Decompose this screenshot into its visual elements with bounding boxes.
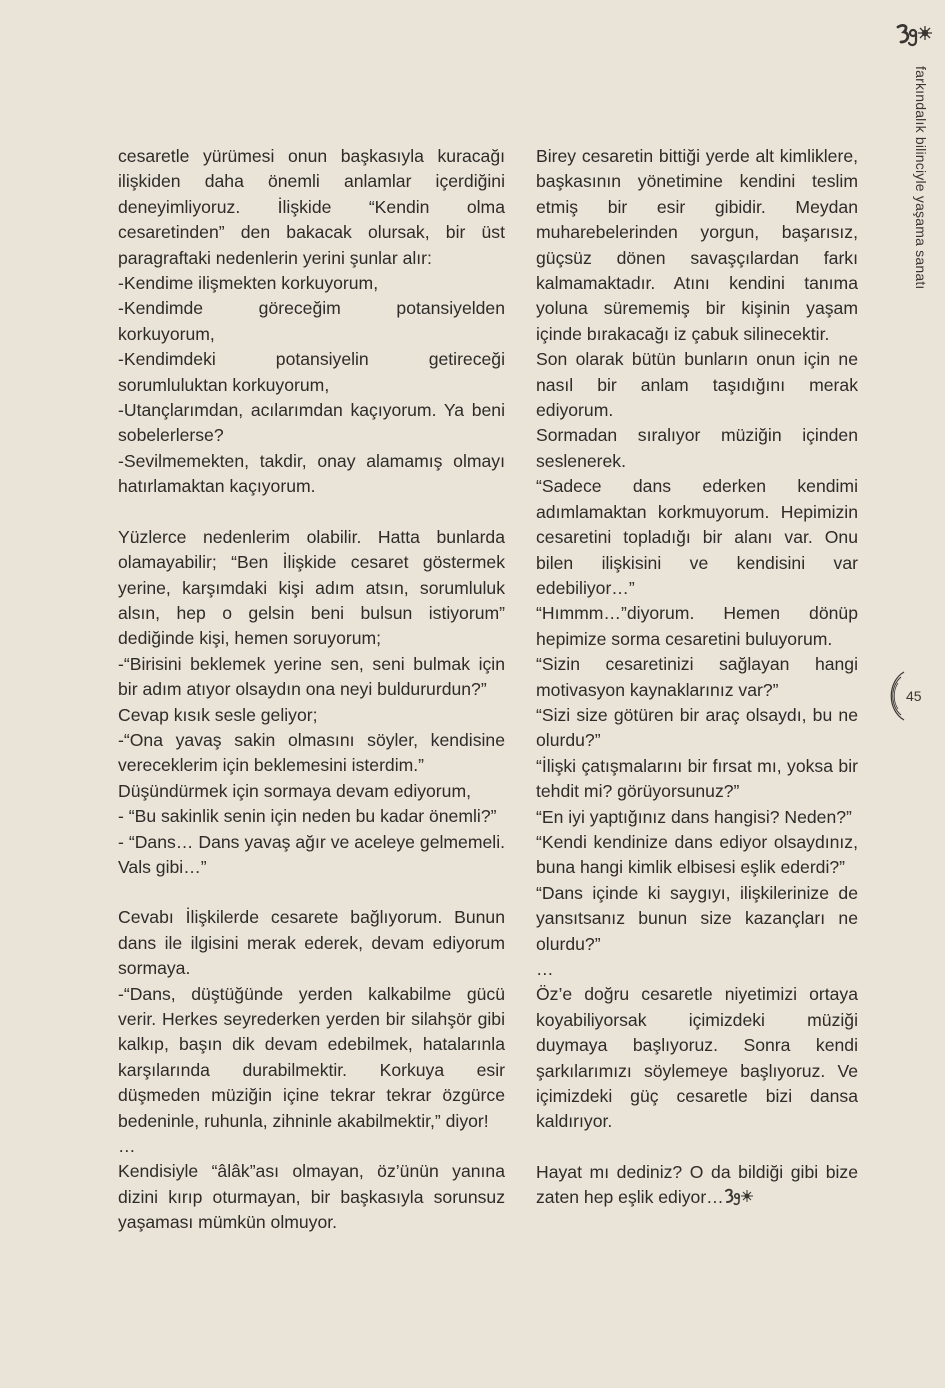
paragraph-text: Öz’e doğru cesaretle niyetimizi ortaya koyabiliyorsak içimizdeki müziği duymaya başlıyoruz. Sonra kendi şarkılarımızı söylemeye başlıyoruz. Ve içimizdeki güç cesaretle bizi dansa kaldırıyor. bbox=[536, 984, 858, 1132]
paragraph bbox=[118, 525, 505, 652]
paragraph bbox=[118, 779, 505, 804]
paragraph-text: “İlişki çatışmalarını bir fırsat mı, yoksa bir tehdit mi? görüyorsunuz?” bbox=[536, 755, 858, 802]
paragraph-text: “Hımmm…”diyorum. Hemen dönüp hepimize sorma cesaretini buluyorum. bbox=[536, 603, 858, 649]
paragraph bbox=[118, 1134, 505, 1159]
paragraph-text: -“Birisini beklemek yerine sen, seni bulmak için bir adım atıyor olsaydın ona neyi buldururdun?” bbox=[118, 653, 505, 700]
paragraph bbox=[536, 982, 858, 1134]
sidebar-tagline: farkındalık bilinciyle yaşama sanatı bbox=[913, 66, 929, 290]
paragraph bbox=[118, 905, 505, 981]
paragraph bbox=[118, 144, 505, 271]
paragraph-text: cesaretle yürümesi onun başkasıyla kuracağı ilişkiden daha önemli anlamlar içerdiğini deneyimliyoruz. İlişkide “Kendin olma cesaretinden” den bakacak olursak, bir üst paragraftaki nedenlerin yerini şunlar alır: bbox=[118, 146, 505, 268]
end-mark-icon bbox=[724, 1188, 754, 1206]
paragraph bbox=[536, 347, 858, 423]
paragraph bbox=[118, 271, 505, 296]
paragraph-text: “Sizin cesaretinizi sağlayan hangi motivasyon kaynaklarınız var?” bbox=[536, 654, 858, 700]
paragraph-gap bbox=[536, 1135, 858, 1160]
paragraph-text: Hayat mı dediniz? O da bildiği gibi bize zaten hep eşlik ediyor… bbox=[536, 1161, 858, 1208]
paragraph-gap bbox=[118, 880, 505, 905]
paragraph bbox=[118, 652, 505, 703]
paragraph-text: Yüzlerce nedenlerim olabilir. Hatta bunlarda olamayabilir; “Ben İlişkide cesaret göstermek yerine, karşımdaki kişi adım atsın, sorumluluk alsın, hep o gelsin beni bulsun istiyorum” dediğinde kişi, hemen soruyorum; bbox=[118, 526, 505, 649]
paragraph-text: -Kendimde göreceğim potansiyelden korkuyorum, bbox=[118, 298, 505, 344]
paragraph-text: “Sizi size götüren bir araç olsaydı, bu ne olurdu?” bbox=[536, 704, 858, 751]
paragraph bbox=[536, 754, 858, 805]
paragraph bbox=[118, 830, 505, 881]
paragraph-text: -Sevilmemekten, takdir, onay alamamış olmayı hatırlamaktan kaçıyorum. bbox=[118, 450, 505, 497]
paragraph bbox=[118, 982, 505, 1134]
paragraph bbox=[536, 1160, 858, 1211]
paragraph-text: - “Dans… Dans yavaş ağır ve aceleye gelmemeli. Vals gibi…” bbox=[118, 831, 505, 877]
paragraph-text: “Kendi kendinize dans ediyor olsaydınız, buna hangi kimlik elbisesi eşlik ederdi?” bbox=[536, 831, 858, 878]
paragraph-text: -Utançlarımdan, acılarımdan kaçıyorum. Ya beni sobelerlerse? bbox=[118, 400, 505, 446]
paragraph-text: … bbox=[118, 1136, 136, 1157]
paragraph-text: -“Ona yavaş sakin olmasını söyler, kendisine vereceklerim için beklemesini isterdim.” bbox=[118, 729, 505, 776]
paragraph bbox=[536, 601, 858, 652]
paragraph-text: -“Dans, düştüğünde yerden kalkabilme gücü verir. Herkes seyrederken yerden bir silahşör gibi kalkıp, başın dik devam edebilmek, hatalarınla karşılarında durabilmektir. Korkuya esir düşmeden müziğin içine tekrar tekrar özgürce bedeninle, ruhunla, zihninle akabilmektir,” diyor! bbox=[118, 983, 505, 1131]
paragraph-text: Son olarak bütün bunların onun için ne nasıl bir anlam taşıdığını merak ediyorum. bbox=[536, 349, 858, 421]
paragraph bbox=[536, 881, 858, 957]
page-number: 45 bbox=[906, 688, 922, 704]
brand-logo-icon bbox=[895, 22, 933, 50]
paragraph bbox=[118, 296, 505, 347]
paragraph bbox=[118, 728, 505, 779]
paragraph-text: Kendisiyle “âlâk”ası olmayan, öz’ünün yanına dizini kırıp oturmayan, bir başkasıyla sorunsuz yaşaması mümkün olmuyor. bbox=[118, 1161, 505, 1233]
paragraph bbox=[118, 398, 505, 449]
paragraph bbox=[118, 347, 505, 398]
right-column bbox=[536, 144, 858, 1211]
paragraph-text: “Sadece dans ederken kendimi adımlamaktan korkmuyorum. Hepimizin cesaretini topladığı bir alanı var. Onu bilen ilişkisini ve kendisini var edebiliyor…” bbox=[536, 476, 858, 598]
paragraph bbox=[118, 804, 505, 829]
paragraph bbox=[118, 703, 505, 728]
paragraph bbox=[536, 652, 858, 703]
paragraph bbox=[118, 1159, 505, 1235]
left-column bbox=[118, 144, 505, 1236]
paragraph bbox=[536, 423, 858, 474]
paragraph bbox=[536, 957, 858, 982]
paragraph-text: Sormadan sıralıyor müziğin içinden seslenerek. bbox=[536, 425, 858, 471]
paragraph-gap bbox=[118, 500, 505, 525]
paragraph-text: … bbox=[536, 959, 554, 979]
paragraph-text: Düşündürmek için sormaya devam ediyorum, bbox=[118, 780, 471, 801]
paragraph-text: Cevap kısık sesle geliyor; bbox=[118, 704, 318, 725]
paragraph-text: - “Bu sakinlik senin için neden bu kadar önemli?” bbox=[118, 806, 497, 827]
paragraph bbox=[536, 703, 858, 754]
paragraph bbox=[536, 474, 858, 601]
paragraph-text: “En iyi yaptığınız dans hangisi? Neden?” bbox=[536, 806, 852, 827]
paragraph-text: -Kendimdeki potansiyelin getireceği sorumluluktan korkuyorum, bbox=[118, 349, 505, 395]
paragraph bbox=[536, 805, 858, 830]
paragraph-text: “Dans içinde ki saygıyı, ilişkilerinize de yansıtsanız bunun size kazançları ne olurdu?” bbox=[536, 882, 858, 954]
paragraph bbox=[118, 449, 505, 500]
paragraph bbox=[536, 144, 858, 347]
page-sidebar bbox=[893, 18, 933, 348]
paragraph-text: Cevabı İlişkilerde cesarete bağlıyorum. Bunun dans ile ilgisini merak ederek, devam ediyorum sormaya. bbox=[118, 907, 505, 979]
paragraph bbox=[536, 830, 858, 881]
page-number-area bbox=[884, 668, 934, 724]
paragraph-text: -Kendime ilişmekten korkuyorum, bbox=[118, 273, 379, 294]
paragraph-text: Birey cesaretin bittiği yerde alt kimliklere, başkasının yönetimine kendini teslim etmiş bir esir gibidir. Meydan muharebelerinden yorgun, başarısız, güçsüz dönen savaşçılardan farkı kalmamaktadır. Atını kendini tanıma yoluna sürememiş bir kişinin yaşam içinde bırakacağı iz çabuk silinecektir. bbox=[536, 146, 858, 344]
